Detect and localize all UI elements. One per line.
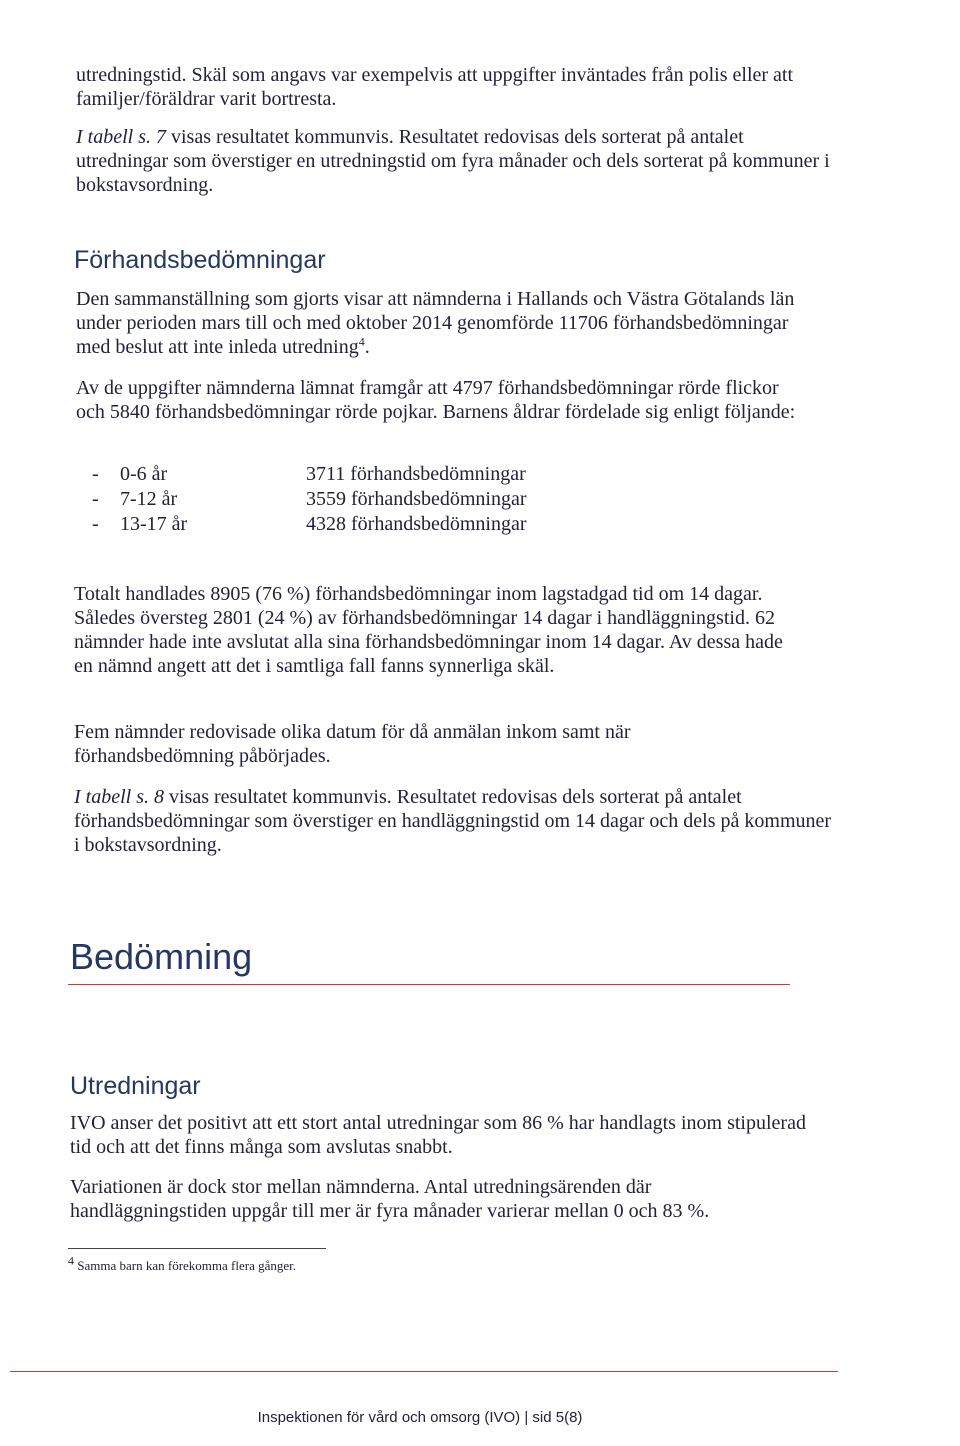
- footnote-text: Samma barn kan förekomma flera gånger.: [74, 1258, 296, 1273]
- forhands-paragraph-1-text: Den sammanställning som gjorts visar att nämnderna i Hallands och Västra Götalands län under perioden mars till och med oktober 2014 genomförde 11706 förhandsbedömningar med beslut att inte inleda utredning: [76, 288, 795, 358]
- footnote: [68, 1253, 296, 1274]
- footnote-number: 4: [68, 1253, 74, 1268]
- age-list-item: [92, 462, 692, 486]
- assessment-count: 3711 förhandsbedömningar: [306, 463, 526, 485]
- intro-paragraph-1: utredningstid. Skäl som angavs var exempelvis att uppgifter inväntades från polis eller att familjer/föräldrar varit bortresta.: [76, 64, 794, 110]
- forhands-paragraph-4: Fem nämnder redovisade olika datum för då anmälan inkom samt när förhandsbedömning påbörjades.: [74, 721, 631, 767]
- bedomning-paragraph-1: IVO anser det positivt att ett stort antal utredningar som 86 % har handlagts inom stipulerad tid och att det finns många som avslutas snabbt.: [70, 1112, 806, 1158]
- intro-paragraph-2-text: visas resultatet kommunvis. Resultatet redovisas dels sorterat på antalet utredningar som överstiger en utredningstid om fyra månader och dels sorterat på kommuner i bokstavsordning.: [76, 126, 830, 196]
- age-range: 13-17 år: [120, 513, 188, 535]
- age-list-item: [92, 487, 692, 511]
- list-dash: -: [92, 513, 99, 535]
- footnote-rule: [68, 1248, 326, 1249]
- age-range: 0-6 år: [120, 463, 168, 485]
- bedomning-paragraph-2: Variationen är dock stor mellan nämnderna. Antal utredningsärenden där handläggningstiden uppgår till mer är fyra månader varierar mellan 0 och 83 %.: [70, 1176, 710, 1222]
- forhands-paragraph-5: [74, 785, 834, 857]
- forhands-paragraph-2: Av de uppgifter nämnderna lämnat framgår att 4797 förhandsbedömningar rörde flickor och 5840 förhandsbedömningar rörde pojkar. Barnens åldrar fördelade sig enligt följande:: [76, 377, 796, 423]
- section-heading-forhandsbedomningar: Förhandsbedömningar: [74, 246, 326, 274]
- forhands-paragraph-5-text: visas resultatet kommunvis. Resultatet redovisas dels sorterat på antalet förhandsbedömningar som överstiger en handläggningstid om 14 dagar och dels på kommuner i bokstavsordning.: [74, 786, 832, 856]
- heading-rule: [68, 984, 790, 985]
- page-footer: Inspektionen för vård och omsorg (IVO) | sid 5(8): [257, 1409, 583, 1426]
- assessment-count: 3559 förhandsbedömningar: [306, 488, 527, 510]
- age-range: 7-12 år: [120, 488, 178, 510]
- section-heading-bedomning: Bedömning: [70, 936, 253, 977]
- age-list-item: [92, 512, 692, 536]
- forhands-paragraph-1: [76, 287, 796, 359]
- footnote-ref: 4: [358, 334, 365, 349]
- sub-heading-utredningar: Utredningar: [70, 1072, 201, 1100]
- table-reference: I tabell s. 8: [74, 786, 164, 808]
- list-dash: -: [92, 463, 99, 485]
- forhands-paragraph-3: Totalt handlades 8905 (76 %) förhandsbedömningar inom lagstadgad tid om 14 dagar. Således översteg 2801 (24 %) av förhandsbedömningar 14 dagar i handläggningstid. 62 nämnder hade inte avslutat alla sina förhandsbedömningar inom 14 dagar. Av dessa hade en nämnd angett att det i samtliga fall fanns synnerliga skäl.: [74, 583, 783, 677]
- footer-rule: [10, 1371, 838, 1372]
- assessment-count: 4328 förhandsbedömningar: [306, 513, 527, 535]
- forhands-paragraph-1-end: .: [364, 336, 370, 358]
- list-dash: -: [92, 488, 99, 510]
- intro-paragraph-2: [76, 125, 836, 197]
- table-reference: I tabell s. 7: [76, 126, 166, 148]
